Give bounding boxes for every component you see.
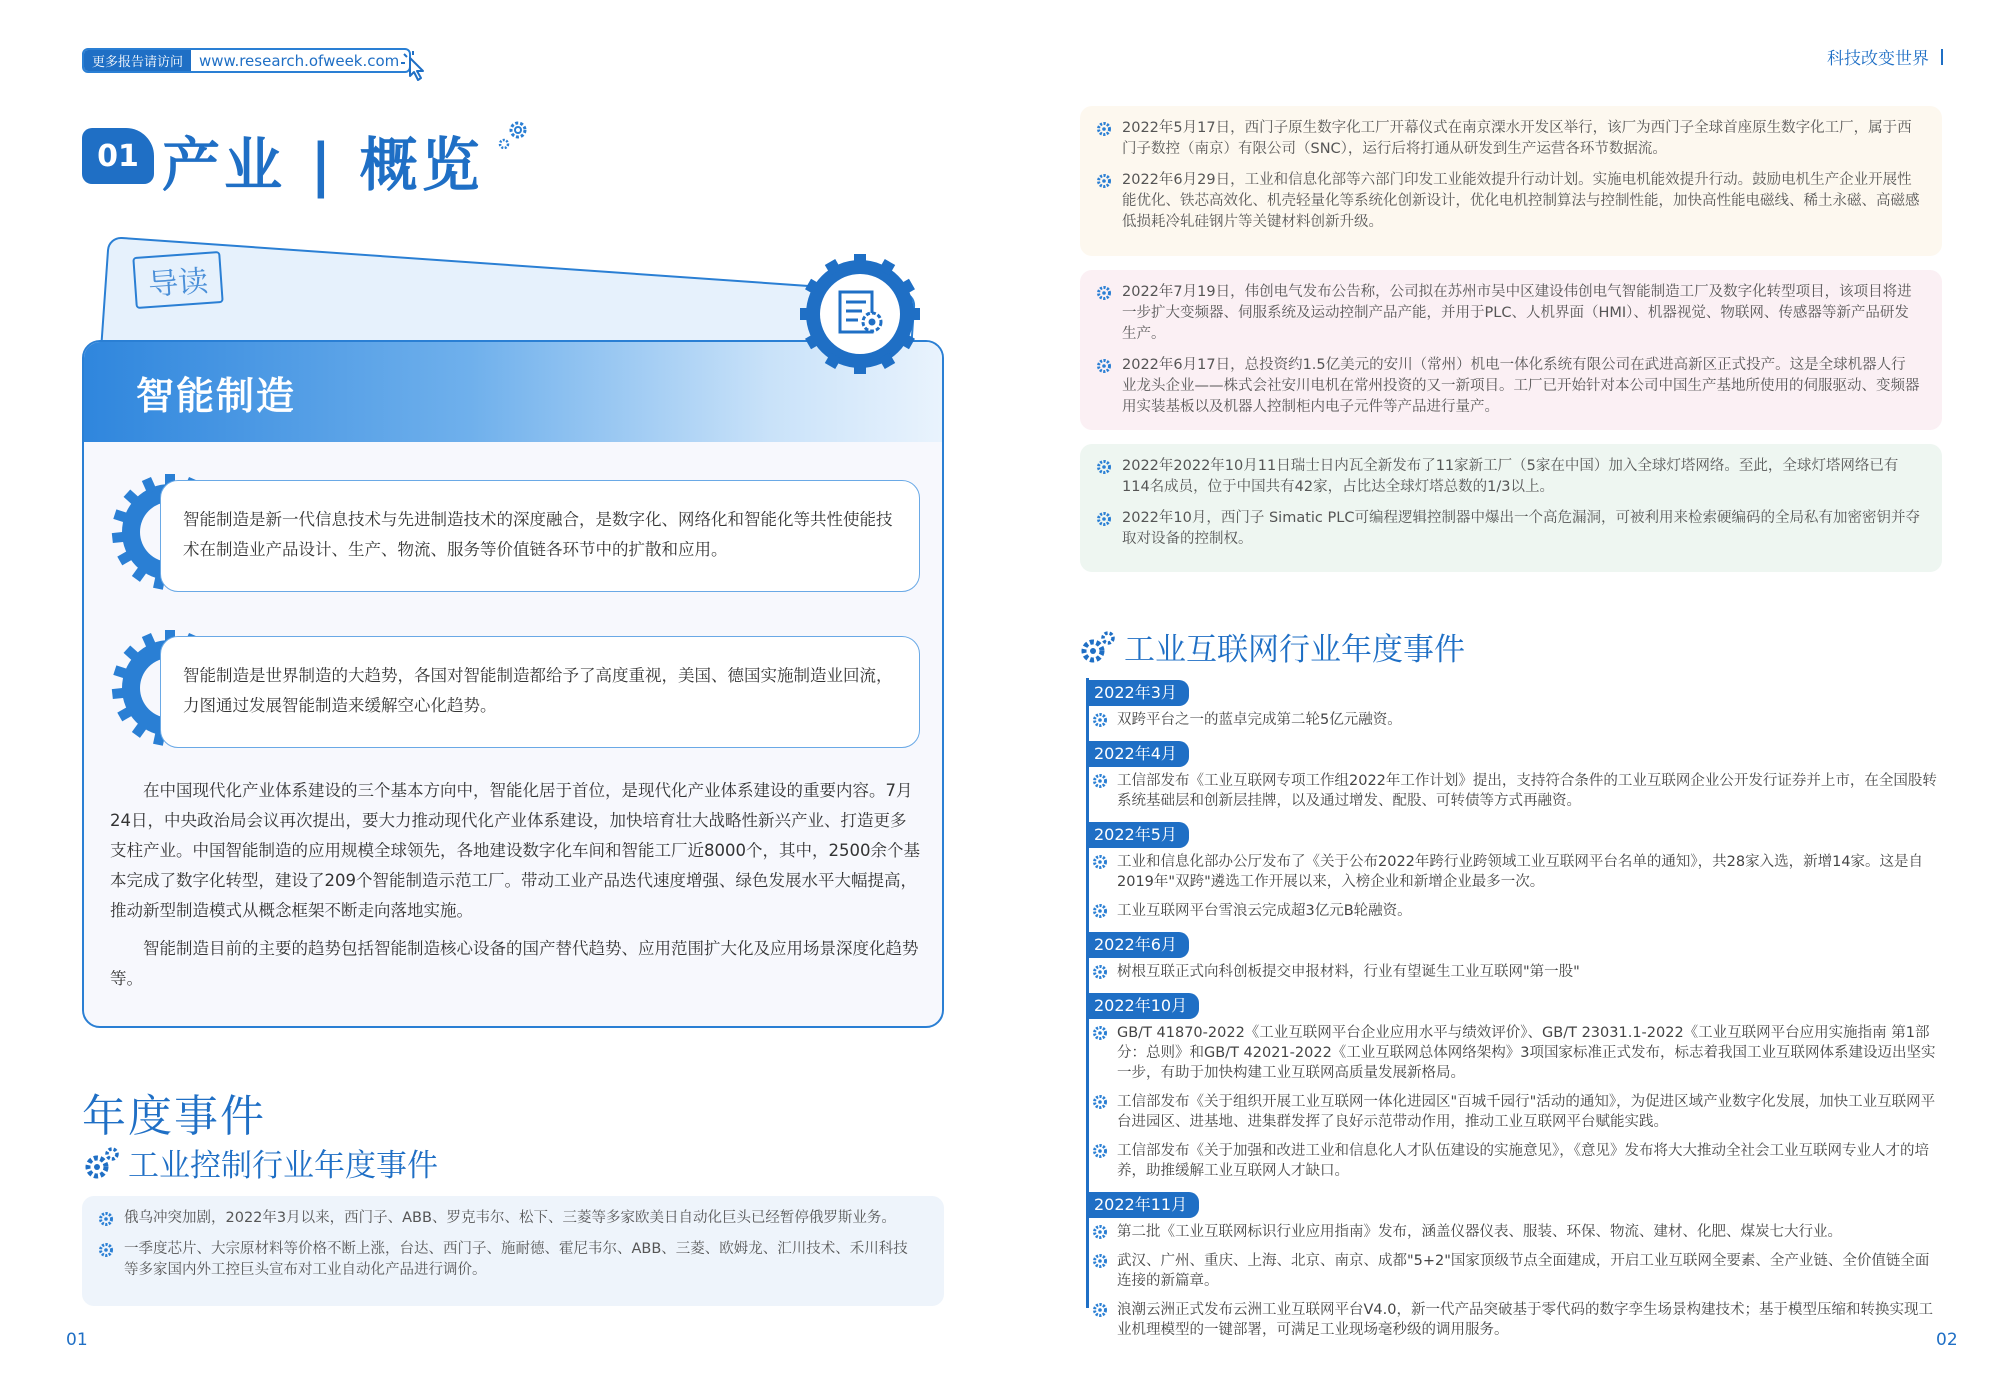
events-title: 年度事件 [82, 1091, 266, 1142]
timeline-item [1092, 901, 1940, 921]
timeline-group [1086, 678, 1940, 730]
list-item [98, 1208, 922, 1229]
timeline-month: 2022年10月 [1086, 993, 1199, 1019]
gear-bullet-icon [1096, 121, 1112, 137]
timeline-item-text: 工业互联网平台雪浪云完成超3亿元B轮融资。 [1117, 903, 1412, 919]
list-item [1096, 508, 1920, 550]
timeline-item-text: 工业和信息化部办公厅发布了《关于公布2022年跨行业跨领域工业互联网平台名单的通知》，共28家入选，新增14家。这是自2019年"双跨"遴选工作开展以来，入榜企业和新增企业最多一次。 [1117, 854, 1924, 890]
timeline-item [1092, 852, 1940, 892]
list-item-text: 俄乌冲突加剧，2022年3月以来，西门子、ABB、罗克韦尔、松下、三菱等多家欧美日自动化巨头已经暂停俄罗斯业务。 [124, 1210, 896, 1226]
timeline-group [1086, 820, 1940, 921]
internet-heading-text: 工业互联网行业年度事件 [1124, 632, 1465, 668]
timeline-item [1092, 1222, 1940, 1242]
slogan [1827, 44, 1943, 69]
timeline-item-text: 工信部发布《工业互联网专项工作组2022年工作计划》提出，支持符合条件的工业互联网企业公开发行证券并上市，在全国股转系统基础层和创新层挂牌，以及通过增发、配股、可转债等方式再融资。 [1117, 773, 1937, 809]
list-item [1096, 456, 1920, 498]
gear-bullet-icon [1092, 1143, 1108, 1159]
timeline-item-text: 工信部发布《关于组织开展工业互联网一体化进园区"百城千园行"活动的通知》，为促进区域产业数字化发展，加快工业互联网平台进园区、进基地、进集群发挥了良好示范带动作用，推动工业互联网平台赋能实践。 [1117, 1094, 1936, 1130]
list-item-text: 2022年2022年10月11日瑞士日内瓦全新发布了11家新工厂（5家在中国）加入全球灯塔网络。至此，全球灯塔网络已有114名成员，位于中国共有42家，占比达全球灯塔总数的1/3以上。 [1122, 458, 1899, 495]
list-item [1096, 118, 1920, 160]
gear-bullet-icon [1092, 1094, 1108, 1110]
timeline-item-text: 武汉、广州、重庆、上海、北京、南京、成都"5+2"国家顶级节点全面建成，开启工业互联网全要素、全产业链、全价值链全面连接的新篇章。 [1117, 1253, 1930, 1289]
list-item [1096, 282, 1920, 345]
internet-heading [1080, 624, 1465, 669]
events-box-green [1080, 444, 1942, 572]
timeline-item-text: 双跨平台之一的蓝卓完成第二轮5亿元融资。 [1117, 712, 1402, 728]
body-paragraph: 在中国现代化产业体系建设的三个基本方向中，智能化居于首位，是现代化产业体系建设的重要内容。7月24日，中央政治局会议再次提出，要大力推动现代化产业体系建设，加快培育壮大战略性新兴产业、打造更多支柱产业。中国智能制造的应用规模全球领先，各地建设数字化车间和智能工厂近8000个，其中，2500余个基本完成了数字化转型，建设了209个智能制造示范工厂。带动工业产品迭代速度增强、绿色发展水平大幅提高，推动新型制造模式从概念框架不断走向落地实施。 [110, 781, 920, 920]
gears-icon [1080, 629, 1116, 665]
gear-bullet-icon [1092, 1253, 1108, 1269]
gear-bullet-icon [1092, 964, 1108, 980]
section-title: 产业 | 概览 [162, 131, 484, 199]
document-gear-icon [800, 254, 920, 374]
url-link[interactable]: www.research.ofweek.com [199, 51, 400, 70]
gear-bullet-icon [1096, 173, 1112, 189]
timeline-item [1092, 1023, 1940, 1083]
gear-bullet-icon [1092, 1302, 1108, 1318]
timeline-item [1092, 1300, 1940, 1340]
events-box-yellow [1080, 106, 1942, 256]
timeline-item [1092, 771, 1940, 811]
gear-bullet-icon [1092, 773, 1108, 789]
timeline-item-text: 工信部发布《关于加强和改进工业和信息化人才队伍建设的实施意见》，《意见》发布将大大推动全社会工业互联网专业人才的培养，助推缓解工业互联网人才缺口。 [1117, 1143, 1929, 1179]
list-item-text: 2022年6月29日，工业和信息化部等六部门印发工业能效提升行动计划。实施电机能效提升行动。鼓励电机生产企业开展性能优化、铁芯高效化、机壳轻量化等系统化创新设计，优化电机控制算法与控制性能，加快高性能电磁线、稀土永磁、高磁感低损耗冷轧硅钢片等关键材料创新升级。 [1122, 172, 1920, 230]
page-number-right: 02 [1936, 1330, 1958, 1350]
timeline-item [1092, 962, 1940, 982]
list-item [1096, 355, 1920, 418]
timeline-month: 2022年3月 [1086, 680, 1189, 706]
gears-icon [496, 118, 532, 154]
timeline-item [1092, 1251, 1940, 1291]
timeline-item [1092, 1141, 1940, 1181]
timeline-month: 2022年6月 [1086, 932, 1189, 958]
guide-label: 导读 [132, 251, 223, 309]
timeline-month: 2022年11月 [1086, 1192, 1199, 1218]
timeline-group [1086, 991, 1940, 1181]
gear-bullet-icon [1096, 285, 1112, 301]
gear-bullet-icon [1096, 358, 1112, 374]
timeline-group [1086, 930, 1940, 982]
list-item-text: 一季度芯片、大宗原材料等价格不断上涨，台达、西门子、施耐德、霍尼韦尔、ABB、三菱、欧姆龙、汇川技术、禾川科技等多家国内外工控巨头宣布对工业自动化产品进行调价。 [124, 1241, 908, 1278]
list-item-text: 2022年6月17日，总投资约1.5亿美元的安川（常州）机电一体化系统有限公司在武进高新区正式投产。这是全球机器人行业龙头企业——株式会社安川电机在常州投资的又一新项目。工厂已开始针对本公司中国生产基地所使用的伺服驱动、变频器用实装基板以及机器人控制柜内电子元件等产品进行量产。 [1122, 357, 1920, 415]
intro-bubble-1 [160, 480, 920, 592]
timeline-item-text: GB/T 41870-2022《工业互联网平台企业应用水平与绩效评价》、GB/T 23031.1-2022《工业互联网平台应用实施指南 第1部分：总则》和GB/T 42021-2022《工业互联网总体网络架构》3项国家标准正式发布，标志着我国工业互联网体系建设迈出坚实一步，有助于加快构建工业互联网高质量发展新格局。 [1117, 1025, 1936, 1081]
gear-bullet-icon [1092, 1025, 1108, 1041]
gears-icon [84, 1145, 120, 1181]
list-item-text: 2022年5月17日，西门子原生数字化工厂开幕仪式在南京溧水开发区举行，该厂为西门子全球首座原生数字化工厂，属于西门子数控（南京）有限公司（SNC），运行后将打通从研发到生产运营各环节数据流。 [1122, 120, 1912, 157]
cursor-icon [400, 50, 434, 82]
timeline-item [1092, 1092, 1940, 1132]
control-heading [84, 1140, 438, 1185]
events-box-pink [1080, 270, 1942, 430]
timeline-month: 2022年4月 [1086, 741, 1189, 767]
timeline-item-text: 浪潮云洲正式发布云洲工业互联网平台V4.0，新一代产品突破基于零代码的数字孪生场景构建技术；基于模型压缩和转换实现工业机理模型的一键部署，可满足工业现场毫秒级的调用服务。 [1117, 1302, 1933, 1338]
list-item [98, 1239, 922, 1281]
timeline [1086, 678, 1940, 1349]
gear-bullet-icon [98, 1211, 114, 1227]
list-item-text: 2022年10月，西门子 Simatic PLC可编程逻辑控制器中爆出一个高危漏洞，可被利用来检索硬编码的全局私有加密密钥并夺取对设备的控制权。 [1122, 510, 1920, 547]
url-label: 更多报告请访问 [84, 50, 191, 71]
gear-bullet-icon [1092, 1224, 1108, 1240]
gear-bullet-icon [98, 1242, 114, 1258]
guide-heading: 智能制造 [136, 373, 297, 418]
timeline-item-text: 树根互联正式向科创板提交申报材料，行业有望诞生工业互联网"第一股" [1117, 964, 1580, 980]
timeline-month: 2022年5月 [1086, 822, 1189, 848]
page-number-left: 01 [66, 1330, 88, 1350]
intro-bubble-text: 智能制造是新一代信息技术与先进制造技术的深度融合，是数字化、网络化和智能化等共性使能技术在制造业产品设计、生产、物流、服务等价值链各环节中的扩散和应用。 [183, 510, 893, 559]
intro-bubble-2 [160, 636, 920, 748]
gear-bullet-icon [1096, 459, 1112, 475]
gear-bullet-icon [1096, 511, 1112, 527]
control-events-box [82, 1196, 944, 1306]
control-heading-text: 工业控制行业年度事件 [128, 1148, 438, 1184]
timeline-item-text: 第二批《工业互联网标识行业应用指南》发布，涵盖仪器仪表、服装、环保、物流、建材、化肥、煤炭七大行业。 [1117, 1224, 1842, 1240]
timeline-item [1092, 710, 1940, 730]
section-number: 01 [82, 128, 154, 184]
gear-bullet-icon [1092, 903, 1108, 919]
slogan-text: 科技改变世界 [1827, 49, 1929, 69]
timeline-group [1086, 1190, 1940, 1340]
body-paragraph: 智能制造目前的主要的趋势包括智能制造核心设备的国产替代趋势、应用范围扩大化及应用场景深度化趋势等。 [110, 939, 919, 988]
slogan-divider [1941, 49, 1943, 65]
url-badge[interactable] [82, 48, 411, 73]
gear-bullet-icon [1092, 712, 1108, 728]
timeline-group [1086, 739, 1940, 811]
list-item-text: 2022年7月19日，伟创电气发布公告称，公司拟在苏州市吴中区建设伟创电气智能制造工厂及数字化转型项目，该项目将进一步扩大变频器、伺服系统及运动控制产品产能，并用于PLC、人机界面（HMI）、机器视觉、物联网、传感器等新产品研发生产。 [1122, 284, 1912, 342]
intro-bubble-text: 智能制造是世界制造的大趋势，各国对智能制造都给予了高度重视，美国、德国实施制造业回流，力图通过发展智能制造来缓解空心化趋势。 [183, 666, 893, 715]
list-item [1096, 170, 1920, 233]
gear-bullet-icon [1092, 854, 1108, 870]
